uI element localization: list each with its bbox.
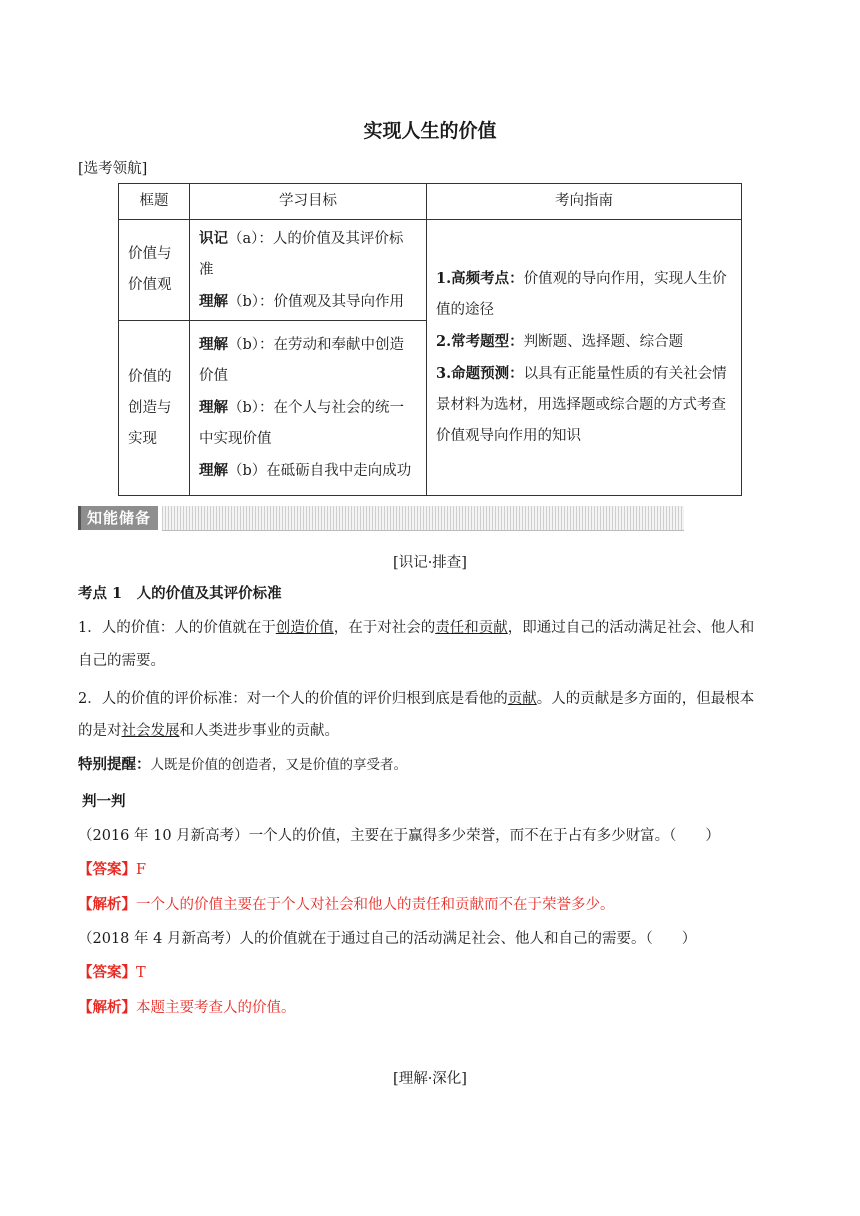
goal-label: 理解 (199, 292, 228, 310)
section-label: [选考领航] (78, 161, 148, 177)
goal-line (199, 455, 417, 487)
goal-label: 理解 (199, 336, 228, 353)
tip-line (78, 755, 786, 775)
tip-text: 人既是价值的创造者，又是价值的享受者。 (150, 757, 407, 773)
page-title: 实现人生的价值 (363, 120, 497, 142)
paragraph-line (78, 721, 786, 741)
goal-line (199, 223, 417, 286)
guide-table (118, 183, 742, 496)
answer-label: 【答案】 (78, 964, 136, 981)
guide-label: 2.常考题型： (436, 333, 524, 350)
goal-line (199, 392, 417, 455)
goals-cell (190, 321, 427, 496)
guide-label: 3.命题预测： (436, 365, 524, 382)
underlined-term: 责任和贡献 (435, 620, 508, 636)
explanation-line (78, 998, 786, 1018)
explanation-label: 【解析】 (78, 999, 136, 1016)
text-run: ，在于对社会的 (333, 620, 436, 636)
explanation-label: 【解析】 (78, 896, 136, 913)
goal-label: 理解 (199, 399, 228, 416)
header-goals: 学习目标 (190, 184, 427, 220)
goal-text: （b）在砥砺自我中走向成功 (228, 463, 412, 479)
table-header-row (119, 184, 742, 220)
topic-text: 价值与价值观 (128, 246, 172, 293)
header-guide: 考向指南 (427, 184, 742, 220)
goal-text: （b）：在劳动和奉献中创造价值 (199, 337, 405, 384)
guide-text: 以具有正能量性质的有关社会情景材料为选材，用选择题或综合题的方式考查价值观导向作用的知识 (436, 366, 727, 444)
explanation-text: 一个人的价值主要在于个人对社会和他人的责任和贡献而不在于荣誉多少。 (136, 897, 615, 913)
text-run: 2．人的价值的评价标准：对一个人的价值的评价归根到底是看他的 (78, 691, 508, 707)
text-run: 1．人的价值：人的价值就在于 (78, 620, 276, 636)
answer-text: F (136, 862, 147, 878)
goal-text: （b）：在个人与社会的统一中实现价值 (199, 400, 405, 447)
goals-cell (190, 220, 427, 321)
explanation-text: 本题主要考查人的价值。 (136, 1000, 296, 1016)
banner-decoration (162, 506, 684, 531)
underlined-term: 创造价值 (275, 620, 334, 636)
guide-label: 1.高频考点： (436, 270, 524, 287)
paragraph-line (78, 618, 786, 638)
goal-line (199, 329, 417, 392)
answer-line (78, 963, 786, 983)
topic-cell (119, 321, 190, 496)
goal-text: （a）：人的价值及其评价标准 (199, 230, 404, 278)
text-run: 和人类进步事业的贡献。 (179, 723, 339, 739)
judge-title: 判一判 (82, 793, 126, 810)
text-run: ，即通过自己的活动满足社会、他人和 (507, 620, 755, 636)
guide-item (436, 263, 732, 326)
underlined-term: 贡献 (507, 691, 537, 707)
answer-label: 【答案】 (78, 861, 136, 878)
table-row (119, 220, 742, 321)
subsection-label: [理解·深化] (393, 1071, 467, 1087)
answer-text: T (136, 965, 146, 981)
text-run: 。人的贡献是多方面的，但最根本 (536, 691, 755, 707)
subsection-label: [识记·排查] (393, 555, 467, 571)
paragraph-line: 自己的需要。 (78, 653, 165, 669)
answer-line (78, 860, 786, 880)
question-line: （2018 年 4 月新高考）人的价值就在于通过自己的活动满足社会、他人和自己的需要。（ ） (78, 931, 697, 947)
goal-line (199, 286, 417, 318)
banner-tag: 知能储备 (78, 506, 158, 530)
topic-text: 价值的创造与实现 (128, 368, 172, 447)
goal-text: （b）：价值观及其导向作用 (228, 293, 405, 310)
header-topic: 框题 (119, 184, 190, 220)
guide-cell (427, 220, 742, 496)
guide-item (436, 358, 732, 452)
goal-label: 理解 (199, 462, 228, 479)
text-run: 的是对 (78, 723, 122, 739)
goal-label: 识记 (199, 229, 228, 247)
kaodian-heading: 考点 1 人的价值及其评价标准 (78, 585, 282, 602)
explanation-line (78, 895, 786, 915)
guide-item (436, 326, 732, 358)
tip-label: 特别提醒： (78, 756, 151, 773)
section-banner (78, 506, 684, 530)
guide-text: 判断题、选择题、综合题 (523, 334, 684, 350)
question-line: （2016 年 10 月新高考）一个人的价值，主要在于赢得多少荣誉，而不在于占有多少财富。（ ） (78, 828, 720, 844)
underlined-term: 社会发展 (121, 723, 180, 739)
guide-text: 价值观的导向作用，实现人生价值的途径 (436, 271, 727, 318)
topic-cell (119, 220, 190, 321)
paragraph-line (78, 689, 786, 709)
